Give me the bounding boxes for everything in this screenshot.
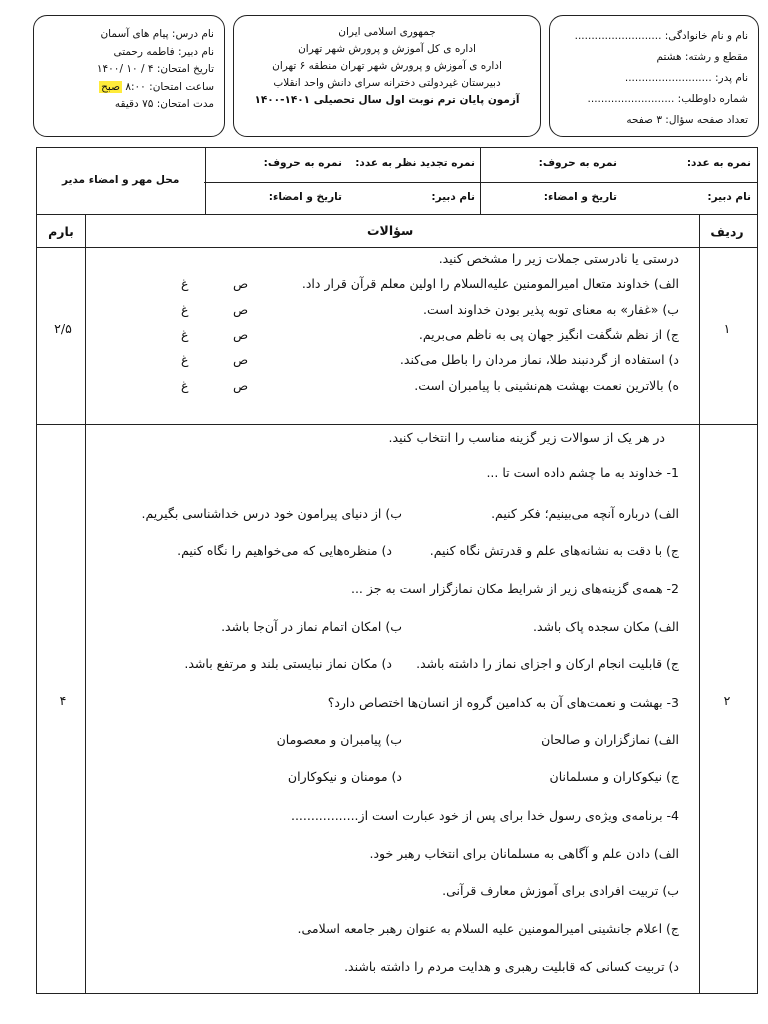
country-title: جمهوری اسلامی ایران bbox=[338, 26, 436, 38]
q1-item-d-true[interactable]: ص bbox=[233, 352, 249, 367]
q1-item-a: الف) خداوند متعال امیرالمومنین علیه‌السلام را اولین معلم قرآن قرار داد. bbox=[301, 276, 679, 291]
school-info-box bbox=[233, 15, 541, 137]
q2-instruction: در هر یک از سوالات زیر گزینه مناسب را انتخاب کنید. bbox=[388, 430, 665, 445]
grade-field: مقطع و رشته: هشتم bbox=[656, 51, 748, 63]
q2-4-question: 4- برنامه‌ی ویژه‌ی رسول خدا برای پس از خود عبارت است از................. bbox=[290, 808, 679, 823]
q2-1-option-c[interactable]: ج) با دقت به نشانه‌های علم و قدرتش نگاه کنیم. bbox=[429, 543, 679, 558]
header-divider bbox=[37, 247, 757, 248]
questions-header: سؤالات bbox=[367, 223, 414, 238]
exam-info-box bbox=[33, 15, 225, 137]
q1-item-e: ه) بالاترین نعمت بهشت هم‌نشینی با پیامبران است. bbox=[414, 378, 679, 393]
date-sign-label-1: تاریخ و امضاء: bbox=[543, 191, 617, 203]
q1-item-d: د) استفاده از گردنبند طلا، نماز مردان را باطل می‌کند. bbox=[399, 352, 679, 367]
q1-number: ۱ bbox=[723, 321, 731, 336]
q1-divider bbox=[37, 424, 757, 425]
q2-1-option-d[interactable]: د) منظره‌هایی که می‌خواهیم را نگاه کنیم. bbox=[177, 543, 392, 558]
q2-4-option-b[interactable]: ب) تربیت افرادی برای آموزش معارف قرآنی. bbox=[442, 883, 679, 898]
q1-item-b-true[interactable]: ص bbox=[233, 302, 249, 317]
q2-2-option-c[interactable]: ج) قابلیت انجام ارکان و اجزای نماز را داشته باشد. bbox=[416, 656, 679, 671]
exam-time-label: ساعت امتحان: ۸:۰۰ bbox=[125, 80, 214, 93]
word-score-label: نمره به حروف: bbox=[538, 157, 617, 169]
q2-number: ۲ bbox=[723, 693, 731, 708]
q1-item-e-true[interactable]: ص bbox=[233, 378, 249, 393]
q1-instruction: درستی یا نادرستی جملات زیر را مشخص کنید. bbox=[438, 251, 679, 266]
row-header: ردیف bbox=[710, 224, 744, 239]
school-name: دبیرستان غیردولتی دخترانه سرای دانش واحد انقلاب bbox=[273, 77, 501, 89]
q1-item-a-false[interactable]: غ bbox=[181, 276, 189, 291]
exam-time-highlight: صبح bbox=[101, 80, 120, 93]
q2-2-question: 2- همه‌ی گزینه‌های زیر از شرایط مکان نمازگزار است به جز ... bbox=[350, 581, 679, 596]
q1-item-d-false[interactable]: غ bbox=[181, 352, 189, 367]
num-score-label: نمره به عدد: bbox=[686, 157, 751, 169]
q2-2-option-a[interactable]: الف) مکان سجده پاک باشد. bbox=[532, 619, 679, 634]
teacher-field: نام دبیر: فاطمه رحمتی bbox=[113, 45, 214, 58]
seat-number-field: شماره داوطلب: .......................... bbox=[587, 93, 748, 105]
dept-line-1: اداره ی کل آموزش و پرورش شهر تهران bbox=[298, 43, 476, 55]
exam-duration-field: مدت امتحان: ۷۵ دقیقه bbox=[114, 98, 214, 110]
q1-item-a-true[interactable]: ص bbox=[233, 276, 249, 291]
exam-date-field: تاریخ امتحان: ۴ / ۱۰ /۱۴۰۰ bbox=[96, 63, 214, 75]
q2-3-option-d[interactable]: د) مومنان و نیکوکاران bbox=[287, 769, 402, 784]
revision-num-label: نمره تجدید نظر به عدد: bbox=[355, 157, 475, 169]
date-sign-label-2: تاریخ و امضاء: bbox=[268, 191, 342, 203]
questions-table bbox=[36, 214, 758, 994]
q2-2-option-d[interactable]: د) مکان نماز نبایستی بلند و مرتفع باشد. bbox=[184, 656, 392, 671]
teacher-name-label-2: نام دبیر: bbox=[431, 191, 475, 203]
col-divider-score bbox=[85, 215, 86, 993]
q2-score: ۴ bbox=[59, 693, 67, 708]
q1-item-c: ج) از نظم شگفت انگیز جهان پی به ناظم می‌بریم. bbox=[418, 327, 679, 342]
q1-item-b: ب) «غفار» به معنای توبه پذیر بودن خداوند است. bbox=[423, 302, 679, 317]
revision-word-label: نمره به حروف: bbox=[263, 157, 342, 169]
q1-item-b-false[interactable]: غ bbox=[181, 302, 189, 317]
principal-stamp-label: محل مهر و امضاء مدیر bbox=[62, 174, 180, 186]
father-name-field: نام پدر: .......................... bbox=[624, 72, 748, 84]
q2-3-option-b[interactable]: ب) پیامبران و معصومان bbox=[276, 732, 402, 747]
grading-table bbox=[36, 147, 758, 215]
student-info-box bbox=[549, 15, 759, 137]
q2-3-question: 3- بهشت و نعمت‌های آن به کدامین گروه از انسان‌ها اختصاص دارد؟ bbox=[327, 695, 679, 710]
grading-col-divider-1 bbox=[480, 148, 481, 214]
q2-4-option-c[interactable]: ج) اعلام جانشینی امیرالمومنین علیه السلام به عنوان رهبر جامعه اسلامی. bbox=[297, 921, 679, 936]
q2-2-option-b[interactable]: ب) امکان اتمام نماز در آن‌جا باشد. bbox=[221, 619, 402, 634]
dept-line-2: اداره ی آموزش و پرورش شهر تهران منطقه ۶ تهران bbox=[272, 60, 502, 72]
q2-3-option-a[interactable]: الف) نمازگزاران و صالحان bbox=[541, 732, 679, 747]
student-name-field: نام و نام خانوادگی: .......................... bbox=[574, 30, 748, 42]
q1-item-c-false[interactable]: غ bbox=[181, 327, 189, 342]
q2-1-option-b[interactable]: ب) از دنیای پیرامون خود درس خداشناسی بگیریم. bbox=[141, 506, 402, 521]
score-header: بارم bbox=[48, 224, 74, 239]
exam-title: آزمون پایان ترم نوبت اول سال تحصیلی ۱۴۰۱-۱۴۰۰ bbox=[254, 94, 520, 106]
q2-4-option-d[interactable]: د) تربیت کسانی که قابلیت رهبری و هدایت مردم را داشته باشند. bbox=[344, 959, 679, 974]
q2-4-option-a[interactable]: الف) دادن علم و آگاهی به مسلمانان برای انتخاب رهبر خود. bbox=[369, 846, 679, 861]
q1-item-e-false[interactable]: غ bbox=[181, 378, 189, 393]
q2-1-question: 1- خداوند به ما چشم داده است تا ... bbox=[486, 465, 679, 480]
exam-time-field bbox=[44, 79, 214, 97]
subject-field: نام درس: پیام های آسمان bbox=[100, 28, 214, 40]
grading-col-divider-2 bbox=[205, 148, 206, 214]
q2-1-option-a[interactable]: الف) درباره آنچه می‌بینیم؛ فکر کنیم. bbox=[491, 506, 679, 521]
q2-3-option-c[interactable]: ج) نیکوکاران و مسلمانان bbox=[549, 769, 679, 784]
col-divider-row bbox=[699, 215, 700, 993]
q1-score: ۲/۵ bbox=[54, 321, 72, 336]
teacher-name-label-1: نام دبیر: bbox=[707, 191, 751, 203]
page-count-field: تعداد صفحه سؤال: ۳ صفحه bbox=[626, 114, 748, 126]
q1-item-c-true[interactable]: ص bbox=[233, 327, 249, 342]
